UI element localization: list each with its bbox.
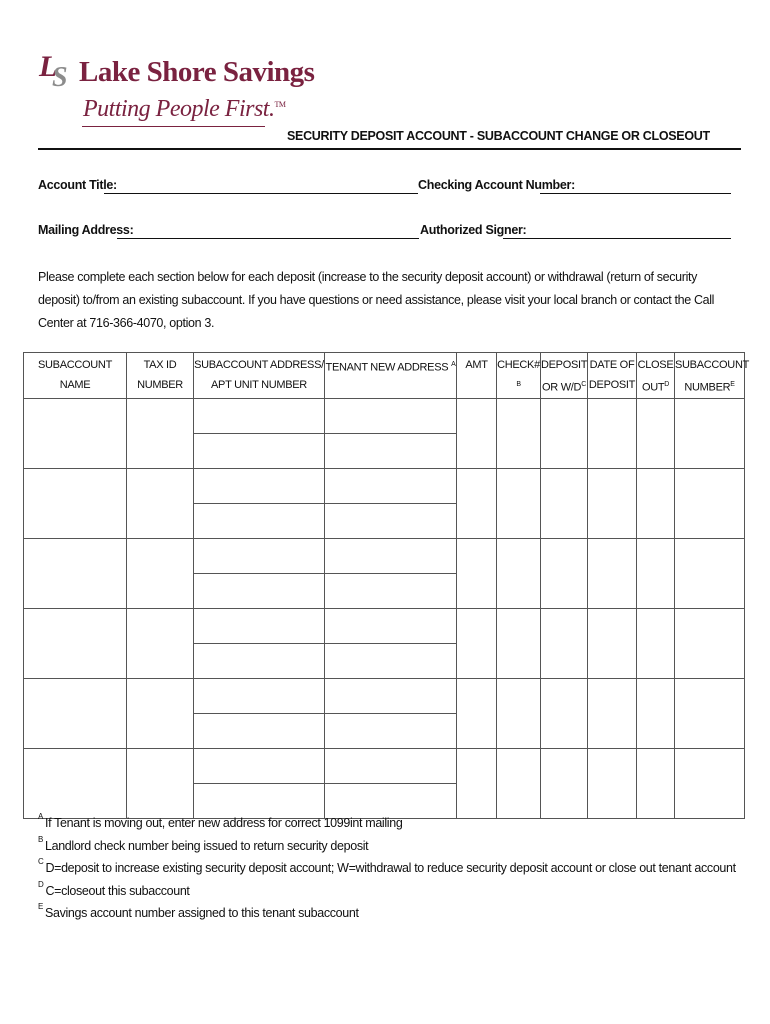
- tenant-new-address-cell[interactable]: [325, 608, 457, 643]
- subaccount-number-cell[interactable]: [675, 608, 745, 678]
- subaccount-address-cell-line-2[interactable]: [194, 643, 325, 678]
- subaccount-address-cell[interactable]: [194, 468, 325, 503]
- col-subaccount-name: SUBACCOUNT NAME: [24, 353, 127, 399]
- col-tax-id-number: TAX ID NUMBER: [127, 353, 194, 399]
- col-subaccount-number: SUBACCOUNT $NUMBER^E$: [675, 353, 745, 399]
- bank-logo: [38, 40, 315, 135]
- check-number-cell[interactable]: [497, 608, 541, 678]
- table-row: [24, 748, 745, 783]
- close-out-cell[interactable]: [637, 608, 675, 678]
- close-out-cell[interactable]: [637, 538, 675, 608]
- subaccount-address-cell[interactable]: [194, 608, 325, 643]
- footnote-c: $^C$ D=deposit to increase existing security deposit account; W=withdrawal to reduce security deposit account or close out tenant account: [38, 857, 736, 875]
- footnote-b: $^B$ Landlord check number being issued to return security deposit: [38, 834, 369, 853]
- col-date-of-deposit: DATE OF DEPOSIT: [588, 353, 637, 399]
- table-row: [24, 608, 745, 643]
- tenant-new-address-cell-line-2[interactable]: [325, 643, 457, 678]
- svg-text:S: S: [52, 62, 68, 93]
- subaccount-address-cell-line-2[interactable]: [194, 433, 325, 468]
- authorized-signer-label: Authorized Signer:: [420, 223, 527, 237]
- amt-cell[interactable]: [457, 398, 497, 468]
- col-check-number: CHECK# $^B$: [497, 353, 541, 399]
- col-tenant-new-address: TENANT NEW ADDRESS $^A$: [325, 353, 457, 399]
- checking-account-number-label: Checking Account Number:: [418, 178, 575, 192]
- close-out-cell[interactable]: [637, 748, 675, 818]
- amt-cell[interactable]: [457, 748, 497, 818]
- title-divider: [38, 148, 741, 150]
- date-of-deposit-cell[interactable]: [588, 608, 637, 678]
- tax-id-cell[interactable]: [127, 608, 194, 678]
- ls-monogram-icon: [38, 40, 78, 100]
- subaccount-number-cell[interactable]: [675, 538, 745, 608]
- check-number-cell[interactable]: [497, 748, 541, 818]
- account-title-label: Account Title:: [38, 178, 117, 192]
- subaccount-name-cell[interactable]: [24, 748, 127, 818]
- tax-id-cell[interactable]: [127, 748, 194, 818]
- subaccount-number-cell[interactable]: [675, 748, 745, 818]
- subaccount-address-cell[interactable]: [194, 678, 325, 713]
- col-subaccount-address: SUBACCOUNT ADDRESS/ APT UNIT NUMBER: [194, 353, 325, 399]
- instructions-text: Please complete each section below for each deposit (increase to the security deposit account) or withdrawal (return of security deposit) to/from an existing subaccount. If you have questions or need assistance, please visit your local branch or contact the Call Center at 716-366-4070, option 3.: [38, 270, 715, 330]
- tax-id-cell[interactable]: [127, 538, 194, 608]
- table-row: [24, 678, 745, 713]
- subaccount-number-cell[interactable]: [675, 468, 745, 538]
- tenant-new-address-cell-line-2[interactable]: [325, 573, 457, 608]
- amt-cell[interactable]: [457, 468, 497, 538]
- tax-id-cell[interactable]: [127, 678, 194, 748]
- col-close-out: CLOSE $OUT^D$: [637, 353, 675, 399]
- tenant-new-address-cell-line-2[interactable]: [325, 503, 457, 538]
- deposit-or-wd-cell[interactable]: [541, 608, 588, 678]
- check-number-cell[interactable]: [497, 398, 541, 468]
- amt-cell[interactable]: [457, 608, 497, 678]
- subaccount-address-cell-line-2[interactable]: [194, 573, 325, 608]
- col-deposit-or-wd: DEPOSIT OR $W/D^C$: [541, 353, 588, 399]
- check-number-cell[interactable]: [497, 678, 541, 748]
- date-of-deposit-cell[interactable]: [588, 678, 637, 748]
- tenant-new-address-cell[interactable]: [325, 538, 457, 573]
- table-row: [24, 468, 745, 503]
- amt-cell[interactable]: [457, 678, 497, 748]
- mailing-address-label: Mailing Address:: [38, 223, 134, 237]
- subaccount-table: [23, 352, 750, 819]
- footnote-a: $^A$ If Tenant is moving out, enter new address for correct 1099int mailing: [38, 812, 403, 830]
- subaccount-name-cell[interactable]: [24, 538, 127, 608]
- deposit-or-wd-cell[interactable]: [541, 468, 588, 538]
- date-of-deposit-cell[interactable]: [588, 468, 637, 538]
- amt-cell[interactable]: [457, 538, 497, 608]
- form-title: SECURITY DEPOSIT ACCOUNT - SUBACCOUNT CHANGE OR CLOSEOUT: [287, 129, 710, 143]
- subaccount-address-cell[interactable]: [194, 538, 325, 573]
- subaccount-address-cell[interactable]: [194, 398, 325, 433]
- trademark-mark: TM: [274, 100, 286, 109]
- account-title-field[interactable]: [104, 193, 418, 194]
- subaccount-name-cell[interactable]: [24, 398, 127, 468]
- tenant-new-address-cell[interactable]: [325, 398, 457, 433]
- check-number-cell[interactable]: [497, 538, 541, 608]
- date-of-deposit-cell[interactable]: [588, 398, 637, 468]
- footnote-e: $^E$ Savings account number assigned to this tenant subaccount: [38, 902, 359, 920]
- tenant-new-address-cell[interactable]: [325, 678, 457, 713]
- tagline-underline: [82, 126, 265, 127]
- subaccount-address-cell-line-2[interactable]: [194, 503, 325, 538]
- authorized-signer-field[interactable]: [503, 238, 731, 239]
- svg-text:L: L: [39, 50, 58, 83]
- subaccount-number-cell[interactable]: [675, 678, 745, 748]
- subaccount-address-cell[interactable]: [194, 748, 325, 783]
- tax-id-cell[interactable]: [127, 468, 194, 538]
- subaccount-name-cell[interactable]: [24, 608, 127, 678]
- deposit-or-wd-cell[interactable]: [541, 748, 588, 818]
- tenant-new-address-cell[interactable]: [325, 748, 457, 783]
- close-out-cell[interactable]: [637, 678, 675, 748]
- table-row: [24, 398, 745, 433]
- tax-id-cell[interactable]: [127, 398, 194, 468]
- footnotes: [38, 812, 736, 925]
- check-number-cell[interactable]: [497, 468, 541, 538]
- footnote-d: $^D$ C=closeout this subaccount: [38, 879, 190, 898]
- col-amt: AMT: [457, 353, 497, 399]
- date-of-deposit-cell[interactable]: [588, 748, 637, 818]
- mailing-address-field[interactable]: [117, 238, 419, 239]
- deposit-or-wd-cell[interactable]: [541, 398, 588, 468]
- subaccount-number-cell[interactable]: [675, 398, 745, 468]
- table-row: [24, 538, 745, 573]
- close-out-cell[interactable]: [637, 468, 675, 538]
- tenant-new-address-cell-line-2[interactable]: [325, 713, 457, 748]
- deposit-or-wd-cell[interactable]: [541, 538, 588, 608]
- tenant-new-address-cell[interactable]: [325, 468, 457, 503]
- bank-name: Lake Shore Savings: [79, 56, 315, 88]
- subaccount-name-cell[interactable]: [24, 678, 127, 748]
- deposit-or-wd-cell[interactable]: [541, 678, 588, 748]
- table-header-row: [24, 353, 745, 399]
- subaccount-name-cell[interactable]: [24, 468, 127, 538]
- date-of-deposit-cell[interactable]: [588, 538, 637, 608]
- bank-tagline: Putting People First.™: [83, 96, 286, 122]
- close-out-cell[interactable]: [637, 398, 675, 468]
- subaccount-address-cell-line-2[interactable]: [194, 713, 325, 748]
- tenant-new-address-cell-line-2[interactable]: [325, 433, 457, 468]
- checking-account-number-field[interactable]: [540, 193, 731, 194]
